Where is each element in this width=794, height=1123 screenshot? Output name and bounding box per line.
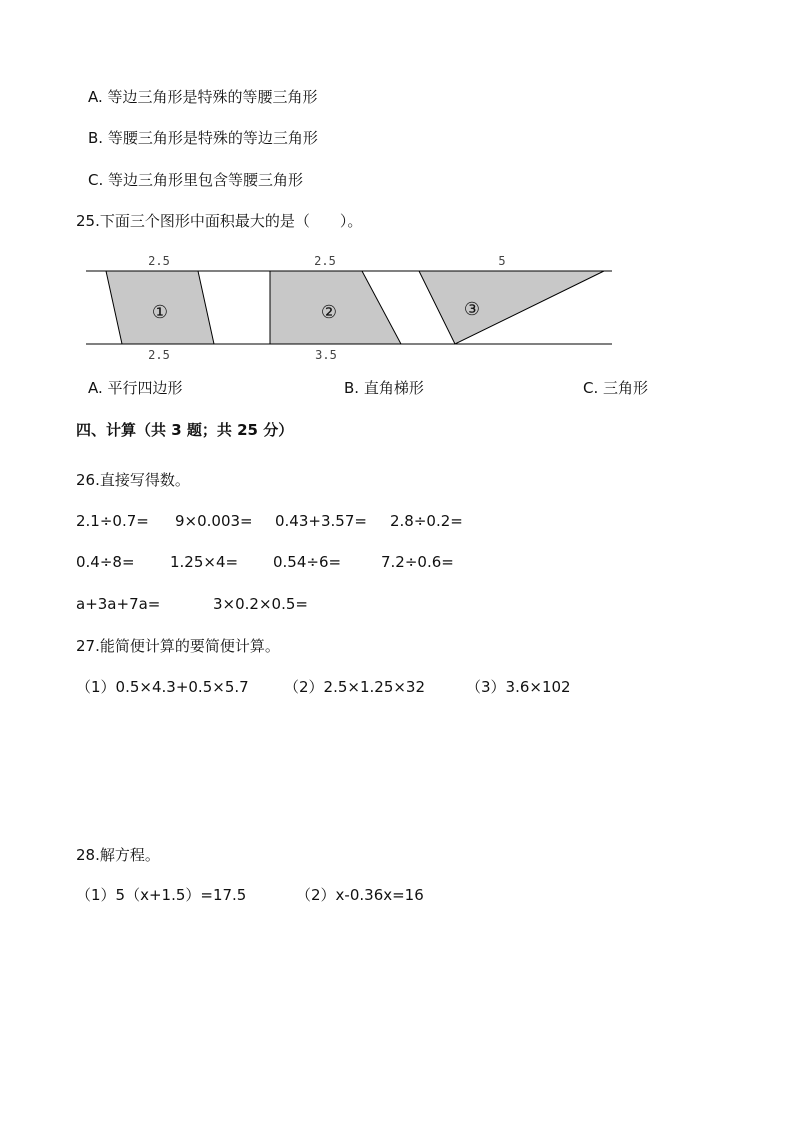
q26-item: 0.4÷8= xyxy=(76,553,135,571)
shape2-marker: ② xyxy=(320,302,338,323)
shape3-top-label: 5 xyxy=(498,254,506,268)
q24-option-a: A. 等边三角形是特殊的等腰三角形 xyxy=(88,88,318,106)
q26-item: 9×0.003= xyxy=(175,512,253,530)
q27-item: （1）0.5×4.3+0.5×5.7 xyxy=(76,678,249,696)
q28-item: （1）5（x+1.5）=17.5 xyxy=(76,886,247,904)
q25-stem: 25.下面三个图形中面积最大的是（ ）。 xyxy=(76,212,363,230)
q26-item: 3×0.2×0.5= xyxy=(213,595,308,613)
q28-stem: 28.解方程。 xyxy=(76,846,160,864)
q27-item: （3）3.6×102 xyxy=(466,678,571,696)
shape3-marker: ③ xyxy=(463,299,481,320)
q26-item: 7.2÷0.6= xyxy=(381,553,454,571)
q26-item: 2.8÷0.2= xyxy=(390,512,463,530)
section-title: 四、计算（共 3 题；共 25 分） xyxy=(76,421,294,439)
shape2-bottom-label: 3.5 xyxy=(315,348,337,360)
q26-stem: 26.直接写得数。 xyxy=(76,471,190,489)
q24-option-c: C. 等边三角形里包含等腰三角形 xyxy=(88,171,304,189)
shape1-marker: ① xyxy=(151,302,169,323)
q27-item: （2）2.5×1.25×32 xyxy=(284,678,426,696)
shape2-top-label: 2.5 xyxy=(314,254,336,268)
q26-item: 1.25×4= xyxy=(170,553,239,571)
q26-item: 2.1÷0.7= xyxy=(76,512,149,530)
shape1-top-label: 2.5 xyxy=(148,254,170,268)
q28-item: （2）x-0.36x=16 xyxy=(296,886,424,904)
q27-stem: 27.能简便计算的要简便计算。 xyxy=(76,637,280,655)
q25-option-a: A. 平行四边形 xyxy=(88,379,183,397)
q26-item: a+3a+7a= xyxy=(76,595,161,613)
q25-option-c: C. 三角形 xyxy=(583,379,649,397)
q25-figure xyxy=(0,248,794,360)
q26-item: 0.43+3.57= xyxy=(275,512,367,530)
q24-option-b: B. 等腰三角形是特殊的等边三角形 xyxy=(88,129,318,147)
shape1-bottom-label: 2.5 xyxy=(148,348,170,360)
triangle-shape xyxy=(419,271,604,344)
q25-option-b: B. 直角梯形 xyxy=(344,379,424,397)
q26-item: 0.54÷6= xyxy=(273,553,342,571)
